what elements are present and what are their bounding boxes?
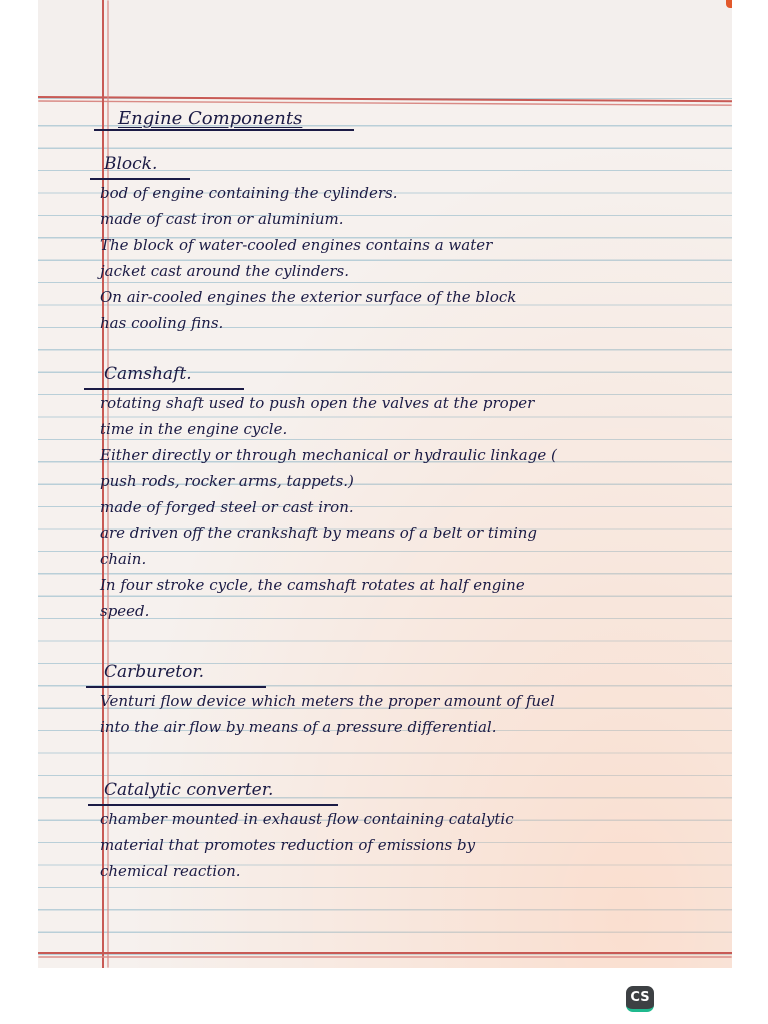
title-underline: [94, 129, 354, 131]
heading-underline: [86, 686, 266, 688]
section-carburetor: [98, 662, 732, 740]
section-heading: Carburetor.: [104, 662, 205, 682]
bottom-margin-line: [38, 952, 732, 954]
note-line: are driven off the crankshaft by means of a belt or timing: [100, 524, 538, 542]
notebook-page: [38, 0, 732, 968]
heading-underline: [90, 178, 190, 180]
note-line: chemical reaction.: [100, 862, 241, 880]
note-line: has cooling fins.: [100, 314, 224, 332]
note-line: made of forged steel or cast iron.: [100, 498, 354, 516]
heading-underline: [84, 388, 244, 390]
note-line: On air-cooled engines the exterior surface of the block: [100, 288, 517, 306]
section-block: [98, 154, 732, 336]
note-line: material that promotes reduction of emissions by: [100, 836, 476, 854]
section-heading: Block.: [104, 154, 158, 174]
note-line: into the air flow by means of a pressure differential.: [100, 718, 497, 736]
note-line: chamber mounted in exhaust flow containing catalytic: [100, 810, 514, 828]
note-line: time in the engine cycle.: [100, 420, 288, 438]
page-title: Engine Components: [118, 108, 303, 129]
page-corner-mark: [726, 0, 732, 8]
note-line: push rods, rocker arms, tappets.): [100, 472, 354, 490]
section-heading: Catalytic converter.: [104, 780, 274, 800]
note-line: bod of engine containing the cylinders.: [100, 184, 398, 202]
note-line: chain.: [100, 550, 147, 568]
note-line: Venturi flow device which meters the proper amount of fuel: [100, 692, 555, 710]
camscanner-badge-icon: CS: [626, 986, 654, 1012]
note-line: made of cast iron or aluminium.: [100, 210, 344, 228]
section-camshaft: [98, 364, 732, 624]
section-catalytic-converter: [98, 780, 732, 884]
note-line: Either directly or through mechanical or hydraulic linkage (: [100, 446, 557, 464]
note-line: In four stroke cycle, the camshaft rotates at half engine: [100, 576, 525, 594]
heading-underline: [88, 804, 338, 806]
section-heading: Camshaft.: [104, 364, 192, 384]
note-line: The block of water-cooled engines contains a water: [100, 236, 493, 254]
note-line: jacket cast around the cylinders.: [100, 262, 350, 280]
note-line: speed.: [100, 602, 150, 620]
top-margin-line: [38, 96, 732, 102]
note-line: rotating shaft used to push open the valves at the proper: [100, 394, 535, 412]
